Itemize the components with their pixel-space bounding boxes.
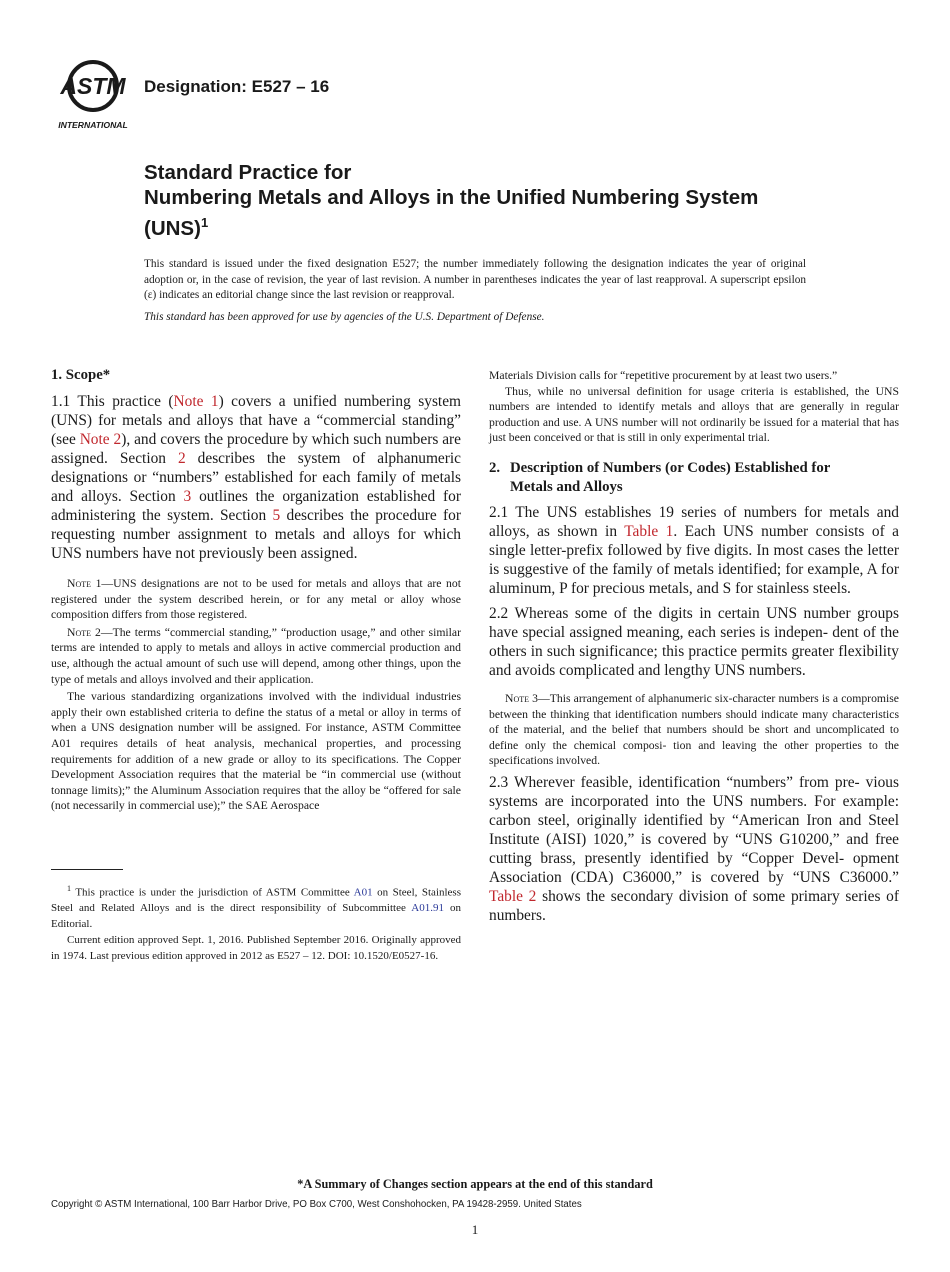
title-line-2: Numbering Metals and Alloys in the Unified Numbering System (UNS)$^1$: [144, 186, 759, 240]
note-2: Note 2—The terms “commercial standing,” “production usage,” and other similar terms are intended to apply to metals and alloys in active commercial production and use, although the actual amount of such use will depend, among other things, upon the type of metals and alloys involved and their application.: [51, 625, 461, 686]
section-2-heading-line-2: Metals and Alloys: [510, 478, 623, 495]
copyright-line: Copyright © ASTM International, 100 Barr Harbor Drive, PO Box C700, West Conshohocken, PA 19428-2959. United States: [51, 1199, 582, 1210]
paragraph-2-1: 2.1 The UNS establishes 19 series of numbers for metals and alloys, as shown in Table 1. Each UNS number consists of a single letter-prefix followed by five digits. In most cases the letter is suggestive of the family of metals identified; for example, A for aluminum, P for precious metals, and S for stainless steels.: [489, 503, 899, 597]
title-footnote-ref: 1: [200, 215, 209, 230]
subcommittee-a01-91-link[interactable]: A01.91: [411, 902, 444, 915]
section-2-heading-line-1: Description of Numbers (or Codes) Established for: [510, 459, 831, 476]
section-2-link[interactable]: 2: [177, 450, 186, 467]
committee-a01-link[interactable]: A01: [353, 886, 373, 899]
section-5-link[interactable]: 5: [272, 507, 281, 524]
note-1: Note 1—UNS designations are not to be used for metals and alloys that are not registered under the system described herein, or for any metal or alloy whose composition differs from those registered.: [51, 577, 461, 622]
paragraph-1-1: 1.1 This practice (Note 1) covers a unified numbering system (UNS) for metals and alloys that have a “commercial standing” (see Note 2), and covers the procedure by which such numbers are assigned. Section 2 describes the system of alphanumeric designations or “numbers” established for each family of metals and alloys. Section 3 outlines the organization established for administering the system. Section 5 describes the procedure for requesting number assignment to metals and alloys for which UNS numbers have not previously been assigned.: [51, 393, 462, 562]
astm-logo-graphic: [50, 56, 136, 132]
left-column: [51, 366, 461, 814]
note-3: Note 3—This arrangement of alphanumeric six-character numbers is a compromise between the thinking that identification numbers should indicate many characteristics of the material, and the belief that numbers should be short and uncomplicated to define only the chemical composi- tion and leaving the other properties to the specifications involved.: [489, 691, 899, 768]
table-1-link[interactable]: Table 1: [624, 522, 674, 540]
right-column: [489, 366, 899, 925]
paragraph-2-2: 2.2 Whereas some of the digits in certain UNS number groups have special assigned meaning, each series is indepen- dent of the others in such significance; this practice permits greater flexibility and avoids complicated and lengthy UNS numbers.: [489, 604, 899, 679]
section-3-link[interactable]: 3: [183, 488, 192, 505]
astm-logo: [50, 56, 136, 132]
note-2-link[interactable]: Note 2: [79, 431, 122, 448]
note-1-link[interactable]: Note 1: [173, 393, 219, 410]
note-2-continuation-end: Materials Division calls for “repetitive procurement by at least two users.”: [489, 369, 838, 382]
designation: Designation: E527 – 16: [144, 77, 330, 96]
issued-note: This standard is issued under the fixed designation E527; the number immediately following the designation indicates the year of original adoption or, in the case of revision, the year of last revision. A number in parentheses indicates the year of last reapproval. A superscript epsilon (ε) indicates an editorial change since the last revision or reapproval.: [144, 258, 806, 301]
table-2-link[interactable]: Table 2: [489, 887, 537, 905]
footnotes: [51, 881, 461, 965]
section-1-heading: 1. Scope*: [51, 367, 111, 383]
document-title: [144, 160, 784, 241]
title-line-1: Standard Practice for: [144, 161, 352, 184]
note-2-continuation: The various standardizing organizations involved with the individual industries apply their own established criteria to define the status of a metal or alloy in terms of when a UNS designation number will be assigned. For instance, ASTM Committee A01 requires details of heat analysis, mechanical properties, and processing requirements for addition of a new grade or alloy to its specifications. The Copper Development Association requires that the material be “in commercial use (without tonnage limits);” the Aluminum Association requires that the alloy be “offered for sale (not necessarily in commercial use);” the SAE Aerospace: [51, 690, 461, 813]
page-number: 1: [471, 1222, 479, 1237]
svg-text:ASTM: ASTM: [60, 73, 126, 99]
section-2-number: 2.: [489, 459, 501, 476]
footnote-edition: Current edition approved Sept. 1, 2016. Published September 2016. Originally approved in 1974. Last previous edition approved in 2012 as E527 – 12. DOI: 10.1520/E0527-16.: [51, 934, 461, 962]
footnote-divider: [51, 869, 123, 870]
summary-of-changes-note: *A Summary of Changes section appears at the end of this standard: [297, 1177, 653, 1191]
note-2-conclusion: Thus, while no universal definition for usage criteria is established, the UNS numbers are intended to identify metals and alloys that are generally in regular production and use. A UNS number will not ordinarily be issued for a material that has just been conceived or that is still in only experimental trial.: [489, 384, 899, 445]
footnote-1: $^1$ This practice is under the jurisdiction of ASTM Committee A01 on Steel, Stainless Steel and Related Alloys and is the direct responsibility of Subcommittee A01.91 on Editorial.: [51, 884, 462, 930]
dod-approval-note: This standard has been approved for use by agencies of the U.S. Department of Defense.: [144, 311, 545, 323]
section-2-heading: [489, 459, 899, 497]
paragraph-2-3: 2.3 Wherever feasible, identification “numbers” from pre- vious systems are incorporated into the UNS numbers. For example: carbon steel, originally identified by “American Iron and Steel Institute (AISI) 1020,” is covered by “UNS G10200,” and free cutting brass, presently identified by “Copper Devel- opment Association (CDA) C36000,” is covered by “UNS C36000.” Table 2 shows the secondary division of some primary series of numbers.: [489, 773, 899, 924]
svg-text:INTERNATIONAL: INTERNATIONAL: [58, 120, 128, 130]
